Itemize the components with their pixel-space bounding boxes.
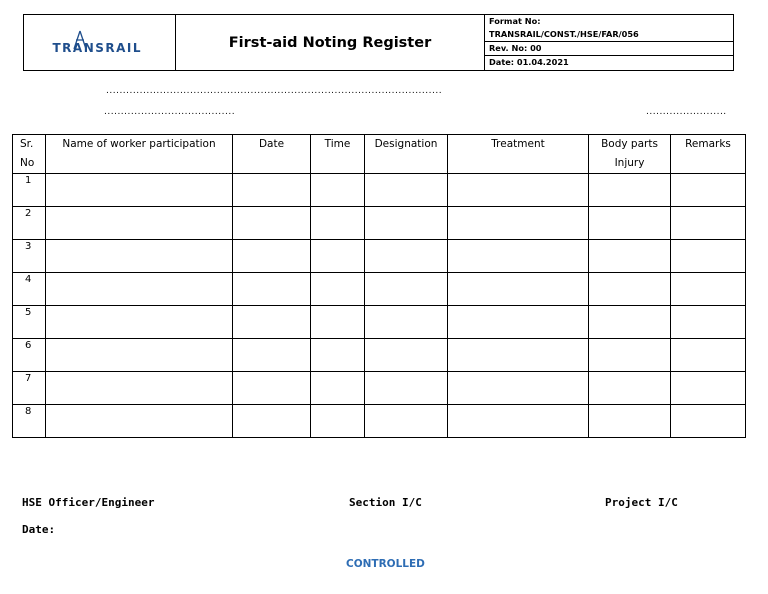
logo-cell	[24, 15, 176, 70]
col-no-label: No	[20, 157, 35, 169]
table-cell[interactable]	[311, 339, 365, 372]
column-header: Time	[311, 135, 365, 174]
table-cell[interactable]	[448, 405, 589, 438]
table-cell[interactable]	[46, 372, 233, 405]
fill-line-2: .......................................	[104, 107, 236, 117]
table-cell[interactable]	[671, 306, 746, 339]
column-header	[13, 135, 46, 174]
table-cell[interactable]	[233, 306, 311, 339]
table-cell[interactable]	[589, 273, 671, 306]
column-header: Name of worker participation	[46, 135, 233, 174]
table-cell[interactable]	[589, 405, 671, 438]
row-number: 7	[13, 372, 46, 405]
hse-officer-label: HSE Officer/Engineer	[22, 496, 155, 509]
table-cell[interactable]	[46, 405, 233, 438]
table-cell[interactable]	[671, 339, 746, 372]
table-cell[interactable]	[589, 306, 671, 339]
fill-line-1: ....................................................................................................	[106, 86, 443, 96]
table-cell[interactable]	[448, 306, 589, 339]
document-date: Date: 01.04.2021	[489, 57, 569, 67]
column-header	[589, 135, 671, 174]
table-cell[interactable]	[233, 405, 311, 438]
table-cell[interactable]	[671, 174, 746, 207]
table-cell[interactable]	[671, 372, 746, 405]
table-cell[interactable]	[589, 339, 671, 372]
table-cell[interactable]	[233, 273, 311, 306]
project-ic-label: Project I/C	[605, 496, 678, 509]
table-row	[13, 339, 746, 372]
table-cell[interactable]	[448, 207, 589, 240]
table-row	[13, 240, 746, 273]
table-cell[interactable]	[233, 240, 311, 273]
row-number: 6	[13, 339, 46, 372]
table-cell[interactable]	[671, 273, 746, 306]
table-cell[interactable]	[46, 174, 233, 207]
table-cell[interactable]	[365, 207, 448, 240]
row-number: 8	[13, 405, 46, 438]
row-number: 1	[13, 174, 46, 207]
table-cell[interactable]	[46, 207, 233, 240]
table-cell[interactable]	[448, 273, 589, 306]
table-cell[interactable]	[46, 273, 233, 306]
table-cell[interactable]	[448, 240, 589, 273]
table-cell[interactable]	[233, 207, 311, 240]
table-cell[interactable]	[311, 405, 365, 438]
table-cell[interactable]	[671, 240, 746, 273]
format-number: TRANSRAIL/CONST./HSE/FAR/056	[485, 28, 733, 42]
table-cell[interactable]	[671, 405, 746, 438]
table-cell[interactable]	[671, 207, 746, 240]
col-sr-label: Sr.	[20, 138, 34, 150]
table-row	[13, 372, 746, 405]
table-cell[interactable]	[589, 174, 671, 207]
table-cell[interactable]	[448, 372, 589, 405]
table-cell[interactable]	[365, 372, 448, 405]
table-header-row	[13, 135, 746, 174]
controlled-stamp: CONTROLLED	[346, 558, 425, 570]
column-header: Treatment	[448, 135, 589, 174]
section-ic-label: Section I/C	[349, 496, 422, 509]
transrail-logo	[53, 29, 147, 57]
table-cell[interactable]	[365, 405, 448, 438]
row-number: 4	[13, 273, 46, 306]
revision-number: Rev. No: 00	[485, 42, 733, 56]
date-label: Date:	[22, 523, 56, 536]
col-injury-label: Injury	[614, 157, 645, 169]
table-cell[interactable]	[233, 174, 311, 207]
document-header	[23, 14, 734, 71]
table-cell[interactable]	[233, 339, 311, 372]
col-body-parts-label: Body parts	[601, 138, 658, 150]
logo-text: TRANSRAIL	[52, 40, 143, 55]
table-cell[interactable]	[365, 174, 448, 207]
table-cell[interactable]	[448, 339, 589, 372]
table-cell[interactable]	[589, 240, 671, 273]
table-row	[13, 306, 746, 339]
table-cell[interactable]	[365, 273, 448, 306]
table-cell[interactable]	[46, 306, 233, 339]
table-row	[13, 207, 746, 240]
register-table	[12, 134, 746, 438]
table-cell[interactable]	[233, 372, 311, 405]
table-cell[interactable]	[365, 306, 448, 339]
row-number: 2	[13, 207, 46, 240]
document-meta	[485, 15, 733, 70]
table-cell[interactable]	[311, 240, 365, 273]
table-cell[interactable]	[46, 339, 233, 372]
table-cell[interactable]	[46, 240, 233, 273]
table-cell[interactable]	[311, 306, 365, 339]
table-cell[interactable]	[311, 372, 365, 405]
column-header: Date	[233, 135, 311, 174]
document-title: First-aid Noting Register	[176, 15, 485, 70]
table-cell[interactable]	[365, 339, 448, 372]
format-label: Format No:	[489, 16, 541, 26]
fill-line-3: ........................	[646, 107, 727, 117]
table-cell[interactable]	[311, 207, 365, 240]
table-cell[interactable]	[448, 174, 589, 207]
table-cell[interactable]	[311, 273, 365, 306]
table-row	[13, 273, 746, 306]
table-cell[interactable]	[311, 174, 365, 207]
table-cell[interactable]	[589, 207, 671, 240]
table-row	[13, 174, 746, 207]
table-cell[interactable]	[589, 372, 671, 405]
column-header: Remarks	[671, 135, 746, 174]
row-number: 5	[13, 306, 46, 339]
column-header: Designation	[365, 135, 448, 174]
row-number: 3	[13, 240, 46, 273]
table-cell[interactable]	[365, 240, 448, 273]
table-row	[13, 405, 746, 438]
